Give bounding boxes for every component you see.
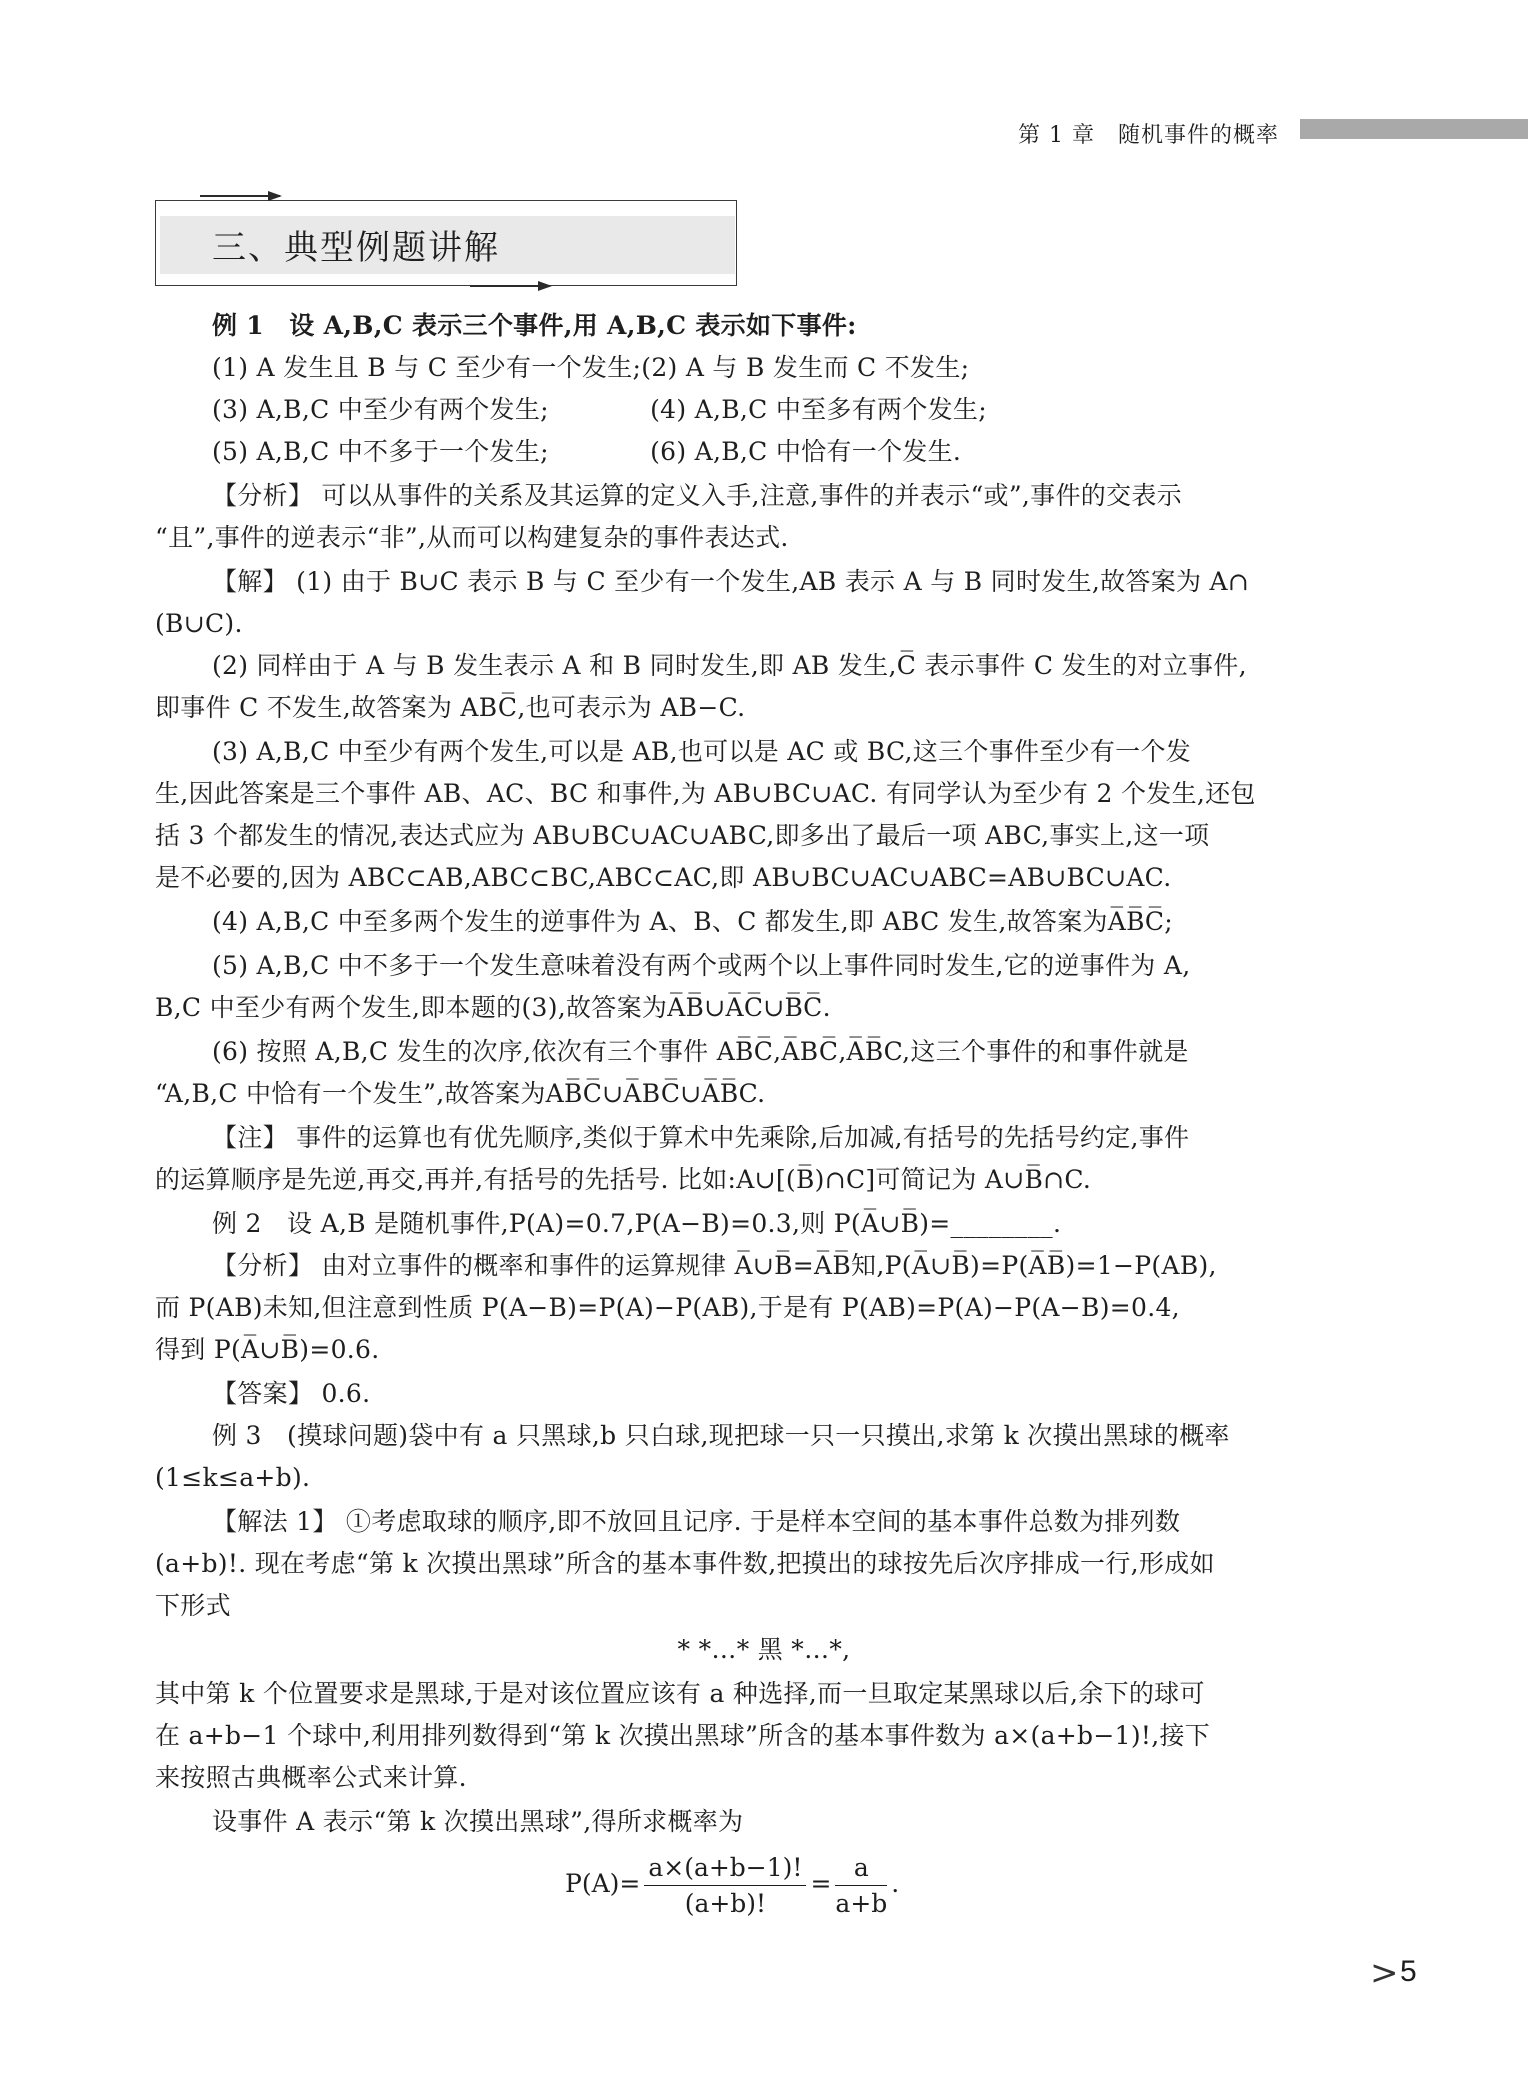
analysis-paragraph: 而 P(AB)未知,但注意到性质 P(A−B)=P(A)−P(AB),于是有 P(AB)=P(A)−P(A−B)=0.4, <box>155 1293 1180 1322</box>
example-1-item: (1) A 发生且 B 与 C 至少有一个发生;(2) A 与 B 发生而 C 不发生; <box>212 353 970 382</box>
formula-lhs: P(A)= <box>565 1869 641 1898</box>
note-paragraph: 的运算顺序是先逆,再交,再并,有括号的先括号. 比如:A∪[(B̅)∩C]可简记为 A∪B̅∩C. <box>155 1165 1092 1194</box>
solution-method-1: 在 a+b−1 个球中,利用排列数得到“第 k 次摸出黑球”所含的基本事件数为 a×(a+b−1)!,接下 <box>155 1721 1211 1750</box>
example-3-question: 例 3 (摸球问题)袋中有 a 只黑球,b 只白球,现把球一只一只摸出,求第 k 次摸出黑球的概率 <box>212 1421 1230 1450</box>
note-paragraph: 【注】 事件的运算也有优先顺序,类似于算术中先乘除,后加减,有括号的先括号约定,事件 <box>212 1123 1190 1152</box>
solution-paragraph: 即事件 C 不发生,故答案为 ABC̅,也可表示为 AB−C. <box>155 693 746 722</box>
ball-sequence-display: * *…* 黑 *…*, <box>677 1635 851 1664</box>
solution-paragraph: (4) A,B,C 中至多两个发生的逆事件为 A、B、C 都发生,即 ABC 发生,故答案为A̅B̅C̅; <box>212 907 1173 936</box>
solution-paragraph: 【解】 (1) 由于 B∪C 表示 B 与 C 至少有一个发生,AB 表示 A 与 B 同时发生,故答案为 A∩ <box>212 567 1250 596</box>
analysis-paragraph: 【分析】 可以从事件的关系及其运算的定义入手,注意,事件的并表示“或”,事件的交表示 <box>212 481 1182 510</box>
analysis-paragraph: 得到 P(A̅∪B̅)=0.6. <box>155 1335 380 1364</box>
formula-numerator: a <box>835 1853 887 1886</box>
solution-paragraph: 是不必要的,因为 ABC⊂AB,ABC⊂BC,ABC⊂AC,即 AB∪BC∪AC∪ABC=AB∪BC∪AC. <box>155 863 1172 892</box>
solution-method-1: 下形式 <box>155 1591 231 1620</box>
solution-paragraph: B,C 中至少有两个发生,即本题的(3),故答案为A̅B̅∪A̅C̅∪B̅C̅. <box>155 993 831 1022</box>
example-1-item: (5) A,B,C 中不多于一个发生; (6) A,B,C 中恰有一个发生. <box>212 437 962 466</box>
solution-method-1: (a+b)!. 现在考虑“第 k 次摸出黑球”所含的基本事件数,把摸出的球按先后次序排成一行,形成如 <box>155 1549 1215 1578</box>
formula-equals: = <box>810 1869 832 1898</box>
header-bar <box>1300 119 1528 139</box>
formula-period: . <box>891 1869 900 1898</box>
solution-method-1: 其中第 k 个位置要求是黑球,于是对该位置应该有 a 种选择,而一旦取定某黑球以后,余下的球可 <box>155 1679 1205 1708</box>
page-number: 5 <box>1400 1955 1417 1988</box>
page-marker-icon: > <box>1370 1953 1399 1993</box>
solution-paragraph: (B∪C). <box>155 609 243 638</box>
arrow-decoration-icon <box>470 285 550 287</box>
section-title: 三、典型例题讲解 <box>212 228 500 268</box>
formula-denominator: (a+b)! <box>684 1889 767 1918</box>
solution-paragraph: “A,B,C 中恰有一个发生”,故答案为AB̅C̅∪A̅BC̅∪A̅B̅C. <box>155 1079 766 1108</box>
solution-paragraph: 生,因此答案是三个事件 AB、AC、BC 和事件,为 AB∪BC∪AC. 有同学认为至少有 2 个发生,还包 <box>155 779 1256 808</box>
example-1-question: 例 1 设 A,B,C 表示三个事件,用 A,B,C 表示如下事件: <box>212 311 857 340</box>
example-3-question: (1≤k≤a+b). <box>155 1463 311 1492</box>
formula-numerator: a×(a+b−1)! <box>644 1853 806 1886</box>
answer-line: 【答案】 0.6. <box>212 1379 371 1408</box>
example-2-question: 例 2 设 A,B 是随机事件,P(A)=0.7,P(A−B)=0.3,则 P(A̅∪B̅)=________. <box>212 1209 1062 1238</box>
solution-method-1: 设事件 A 表示“第 k 次摸出黑球”,得所求概率为 <box>212 1807 744 1836</box>
formula-denominator: a+b <box>835 1889 888 1918</box>
example-1-item: (3) A,B,C 中至少有两个发生; (4) A,B,C 中至多有两个发生; <box>212 395 987 424</box>
solution-paragraph: (3) A,B,C 中至少有两个发生,可以是 AB,也可以是 AC 或 BC,这三个事件至少有一个发 <box>212 737 1192 766</box>
analysis-paragraph: “且”,事件的逆表示“非”,从而可以构建复杂的事件表达式. <box>155 523 789 552</box>
solution-method-1: 【解法 1】 ①考虑取球的顺序,即不放回且记序. 于是样本空间的基本事件总数为排列数 <box>212 1507 1181 1536</box>
arrow-decoration-icon <box>200 195 280 197</box>
solution-paragraph: (5) A,B,C 中不多于一个发生意味着没有两个或两个以上事件同时发生,它的逆事件为 A, <box>212 951 1191 980</box>
formula-fraction <box>644 1853 806 1918</box>
solution-method-1: 来按照古典概率公式来计算. <box>155 1763 467 1792</box>
running-header: 第 1 章 随机事件的概率 <box>1018 123 1279 148</box>
analysis-paragraph: 【分析】 由对立事件的概率和事件的运算规律 A̅∪B̅=A̅B̅知,P(A̅∪B̅)=P(A̅B̅)=1−P(AB), <box>212 1251 1217 1280</box>
solution-paragraph: 括 3 个都发生的情况,表达式应为 AB∪BC∪AC∪ABC,即多出了最后一项 ABC,事实上,这一项 <box>155 821 1210 850</box>
solution-paragraph: (2) 同样由于 A 与 B 发生表示 A 和 B 同时发生,即 AB 发生,C̅ 表示事件 C 发生的对立事件, <box>212 651 1247 680</box>
solution-paragraph: (6) 按照 A,B,C 发生的次序,依次有三个事件 AB̅C̅,A̅BC̅,A̅B̅C,这三个事件的和事件就是 <box>212 1037 1189 1066</box>
probability-formula <box>565 1853 899 1918</box>
formula-fraction <box>835 1853 887 1918</box>
